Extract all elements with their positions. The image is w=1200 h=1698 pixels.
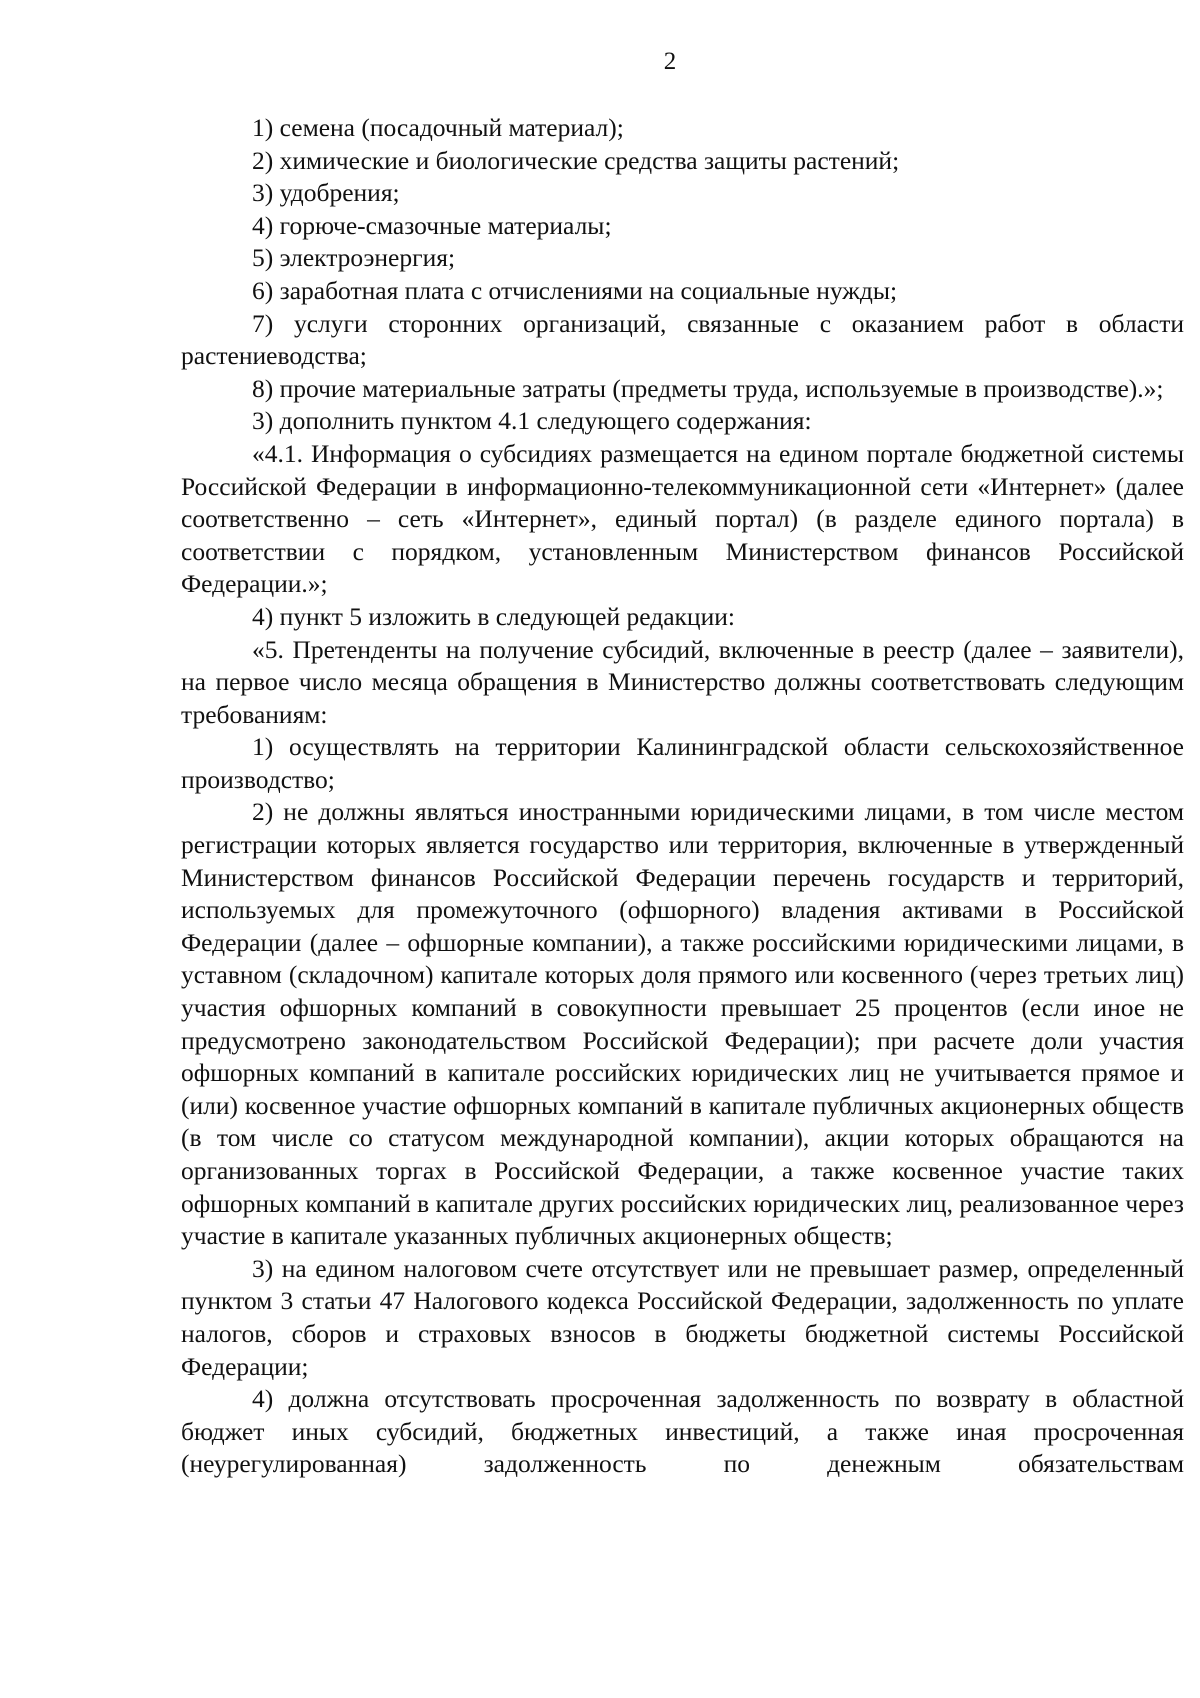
list-item-plant-protection: 2) химические и биологические средства защиты растений; bbox=[252, 145, 900, 175]
list-item-fuel-lubricants: 4) горюче-смазочные материалы; bbox=[252, 210, 612, 240]
list-item-other-material-costs: 8) прочие материальные затраты (предметы труда, используемые в производстве).»; bbox=[252, 373, 1164, 403]
amendment-item-4: 4) пункт 5 изложить в следующей редакции: bbox=[252, 601, 735, 631]
requirement-2: 2) не должны являться иностранными юридическими лицами, в том числе местом регистрации которых является государство или территория, включенные в утвержденный Министерством финансов Российской Федерации перечень государств и территорий, используемых для промежуточного (офшорного) владения активами в Российской Федерации (далее – офшорные компании), а также российскими юридическими лицами, в уставном (складочном) капитале которых доля прямого или косвенного (через третьих лиц) участия офшорных компаний в совокупности превышает 25 процентов (если иное не предусмотрено законодательством Российской Федерации); при расчете доли участия офшорных компаний в капитале российских юридических лиц не учитывается прямое и (или) косвенное участие офшорных компаний в капитале публичных акционерных обществ (в том числе со статусом международной компании), акции которых обращаются на организованных торгах в Российской Федерации, а также косвенное участие таких офшорных компаний в капитале других российских юридических лиц, реализованное через участие в капитале указанных публичных акционерных обществ; bbox=[181, 797, 1184, 1251]
requirement-1: 1) осуществлять на территории Калининградской области сельскохозяйственное производство; bbox=[181, 732, 1184, 794]
list-item-wages: 6) заработная плата с отчислениями на социальные нужды; bbox=[252, 275, 898, 305]
list-item-fertilizers: 3) удобрения; bbox=[252, 178, 400, 208]
list-item-seeds: 1) семена (посадочный материал); bbox=[252, 113, 624, 142]
clause-5-intro: «5. Претенденты на получение субсидий, включенные в реестр (далее – заявители), на первое число месяца обращения в Министерство должны соответствовать следующим требованиям: bbox=[181, 634, 1184, 729]
page-number: 2 bbox=[663, 48, 677, 75]
document-body bbox=[181, 112, 1184, 1481]
list-item-electricity: 5) электроэнергия; bbox=[252, 243, 456, 273]
clause-4-1-text: «4.1. Информация о субсидиях размещается на едином портале бюджетной системы Российской Федерации в информационно-телекоммуникационной сети «Интернет» (далее соответственно – сеть «Интернет», единый портал) (в разделе единого портала) в соответствии с порядком, установленным Министерством финансов Российской Федерации.»; bbox=[181, 438, 1184, 599]
requirement-3: 3) на едином налоговом счете отсутствует или не превышает размер, определенный пунктом 3 статьи 47 Налогового кодекса Российской Федерации, задолженность по уплате налогов, сборов и страховых взносов в бюджеты бюджетной системы Российской Федерации; bbox=[181, 1253, 1184, 1381]
list-item-third-party-services: 7) услуги сторонних организаций, связанные с оказанием работ в области растениеводства; bbox=[181, 308, 1184, 371]
amendment-item-3: 3) дополнить пунктом 4.1 следующего содержания: bbox=[252, 406, 812, 436]
requirement-4: 4) должна отсутствовать просроченная задолженность по возврату в областной бюджет иных субсидий, бюджетных инвестиций, а также иная просроченная (неурегулированная) задолженность по денежным обязательствам bbox=[181, 1384, 1184, 1479]
